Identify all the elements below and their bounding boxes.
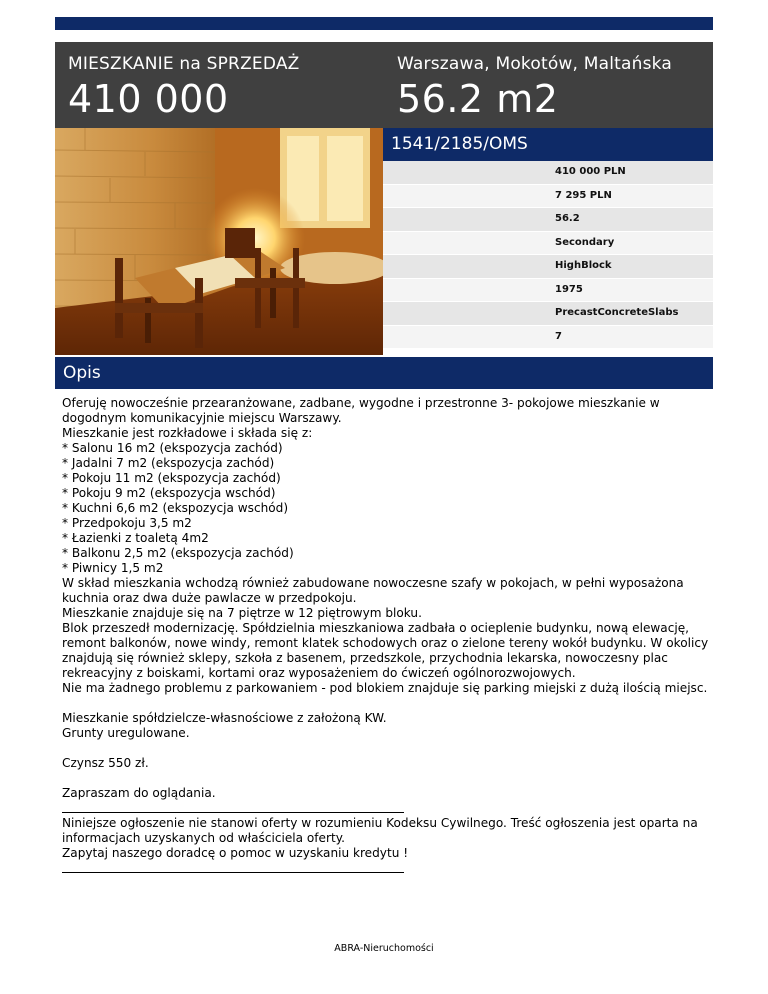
attribute-row: [383, 232, 713, 256]
description-paragraph: Blok przeszedł modernizację. Spółdzielnia mieszkaniowa zadbała o ocieplenie budynku, nową elewację, remont balkonów, nowe windy, remont klatek schodowych oraz o zielone tereny wokół budynku. W okolicy znajdują się również sklepy, szkoła z basenem, przedszkole, przychodnia lekarska, nowoczesny plac rekreacyjny z boiskami, kortami oraz wyposażeniem do ćwiczeń ogólnorozwojowych.: [62, 621, 709, 680]
listing-price: 410 000: [68, 77, 229, 121]
ownership-line: Grunty uregulowane.: [62, 726, 190, 740]
ownership-line: Mieszkanie spółdzielcze-własnościowe z założoną KW.: [62, 711, 387, 725]
attribute-row: [383, 255, 713, 279]
listing-header: [55, 42, 713, 128]
attributes-table: [383, 161, 713, 349]
offer-number: 1541/2185/OMS: [391, 134, 528, 154]
attribute-value: 410 000 PLN: [555, 166, 626, 177]
description-paragraph: * Kuchni 6,6 m2 (ekspozycja wschód): [62, 501, 289, 515]
attribute-value: 7 295 PLN: [555, 189, 612, 201]
description-paragraph: Mieszkanie znajduje się na 7 piętrze w 12 piętrowym bloku.: [62, 606, 422, 620]
top-accent-bar: [55, 17, 713, 30]
attribute-row: [383, 302, 713, 326]
description-paragraph: Mieszkanie jest rozkładowe i składa się z:: [62, 426, 313, 440]
listing-area: 56.2 m2: [397, 77, 559, 121]
disclaimer-line: Zapytaj naszego doradcę o pomoc w uzyskaniu kredytu !: [62, 846, 409, 860]
description-paragraph: * Salonu 16 m2 (ekspozycja zachód): [62, 441, 283, 455]
spacer: [62, 771, 712, 786]
description-paragraph: * Jadalni 7 m2 (ekspozycja zachód): [62, 456, 275, 470]
invitation-line: Zapraszam do oglądania.: [62, 786, 216, 800]
attribute-value: 7: [555, 330, 562, 342]
apartment-photo: [55, 128, 383, 355]
description-paragraph: * Pokoju 11 m2 (ekspozycja zachód): [62, 471, 281, 485]
listing-type-label: MIESZKANIE na SPRZEDAŻ: [68, 54, 300, 74]
description-paragraph: * Łazienki z toaletą 4m2: [62, 531, 209, 545]
description-paragraph: * Piwnicy 1,5 m2: [62, 561, 164, 575]
attribute-row: [383, 208, 713, 232]
spacer: [62, 741, 712, 756]
description-title: Opis: [63, 363, 101, 383]
description-paragraph: * Przedpokoju 3,5 m2: [62, 516, 192, 530]
attribute-row: [383, 185, 713, 209]
description-body: [62, 396, 712, 876]
rent-line: Czynsz 550 zł.: [62, 756, 149, 770]
price-block: [68, 42, 300, 121]
spacer: [62, 696, 712, 711]
attribute-value: Secondary: [555, 236, 615, 248]
attribute-row: [383, 279, 713, 303]
offer-number-bar: [383, 128, 713, 161]
disclaimer-line: Niniejsze ogłoszenie nie stanowi oferty w rozumieniu Kodeksu Cywilnego. Treść ogłoszenia jest oparta na informacjach uzyskanych od właściciela oferty.: [62, 816, 698, 845]
divider-line: [62, 861, 404, 873]
location-block: [397, 42, 672, 121]
attribute-row: [383, 161, 713, 185]
divider-line: [62, 801, 404, 813]
attribute-row: [383, 326, 713, 350]
description-paragraph: Nie ma żadnego problemu z parkowaniem - pod blokiem znajduje się parking miejski z dużą ilością miejsc.: [62, 681, 708, 695]
attribute-value: 1975: [555, 283, 583, 295]
description-paragraph: * Balkonu 2,5 m2 (ekspozycja zachód): [62, 546, 294, 560]
attribute-value: 56.2: [555, 213, 580, 224]
attribute-value: PrecastConcreteSlabs: [555, 307, 679, 318]
description-heading-bar: [55, 357, 713, 389]
description-paragraph: Oferuję nowocześnie przearanżowane, zadbane, wygodne i przestronne 3- pokojowe mieszkanie w dogodnym komunikacyjnie miejscu Warszawy.: [62, 396, 660, 425]
description-paragraph: * Pokoju 9 m2 (ekspozycja wschód): [62, 486, 276, 500]
attribute-value: HighBlock: [555, 260, 612, 271]
description-paragraph: W skład mieszkania wchodzą również zabudowane nowoczesne szafy w pokojach, w pełni wyposażona kuchnia oraz dwa duże pawlacze w przedpokoju.: [62, 576, 684, 605]
listing-location: Warszawa, Mokotów, Maltańska: [397, 54, 673, 74]
agency-footer: ABRA-Nieruchomości: [334, 943, 434, 954]
